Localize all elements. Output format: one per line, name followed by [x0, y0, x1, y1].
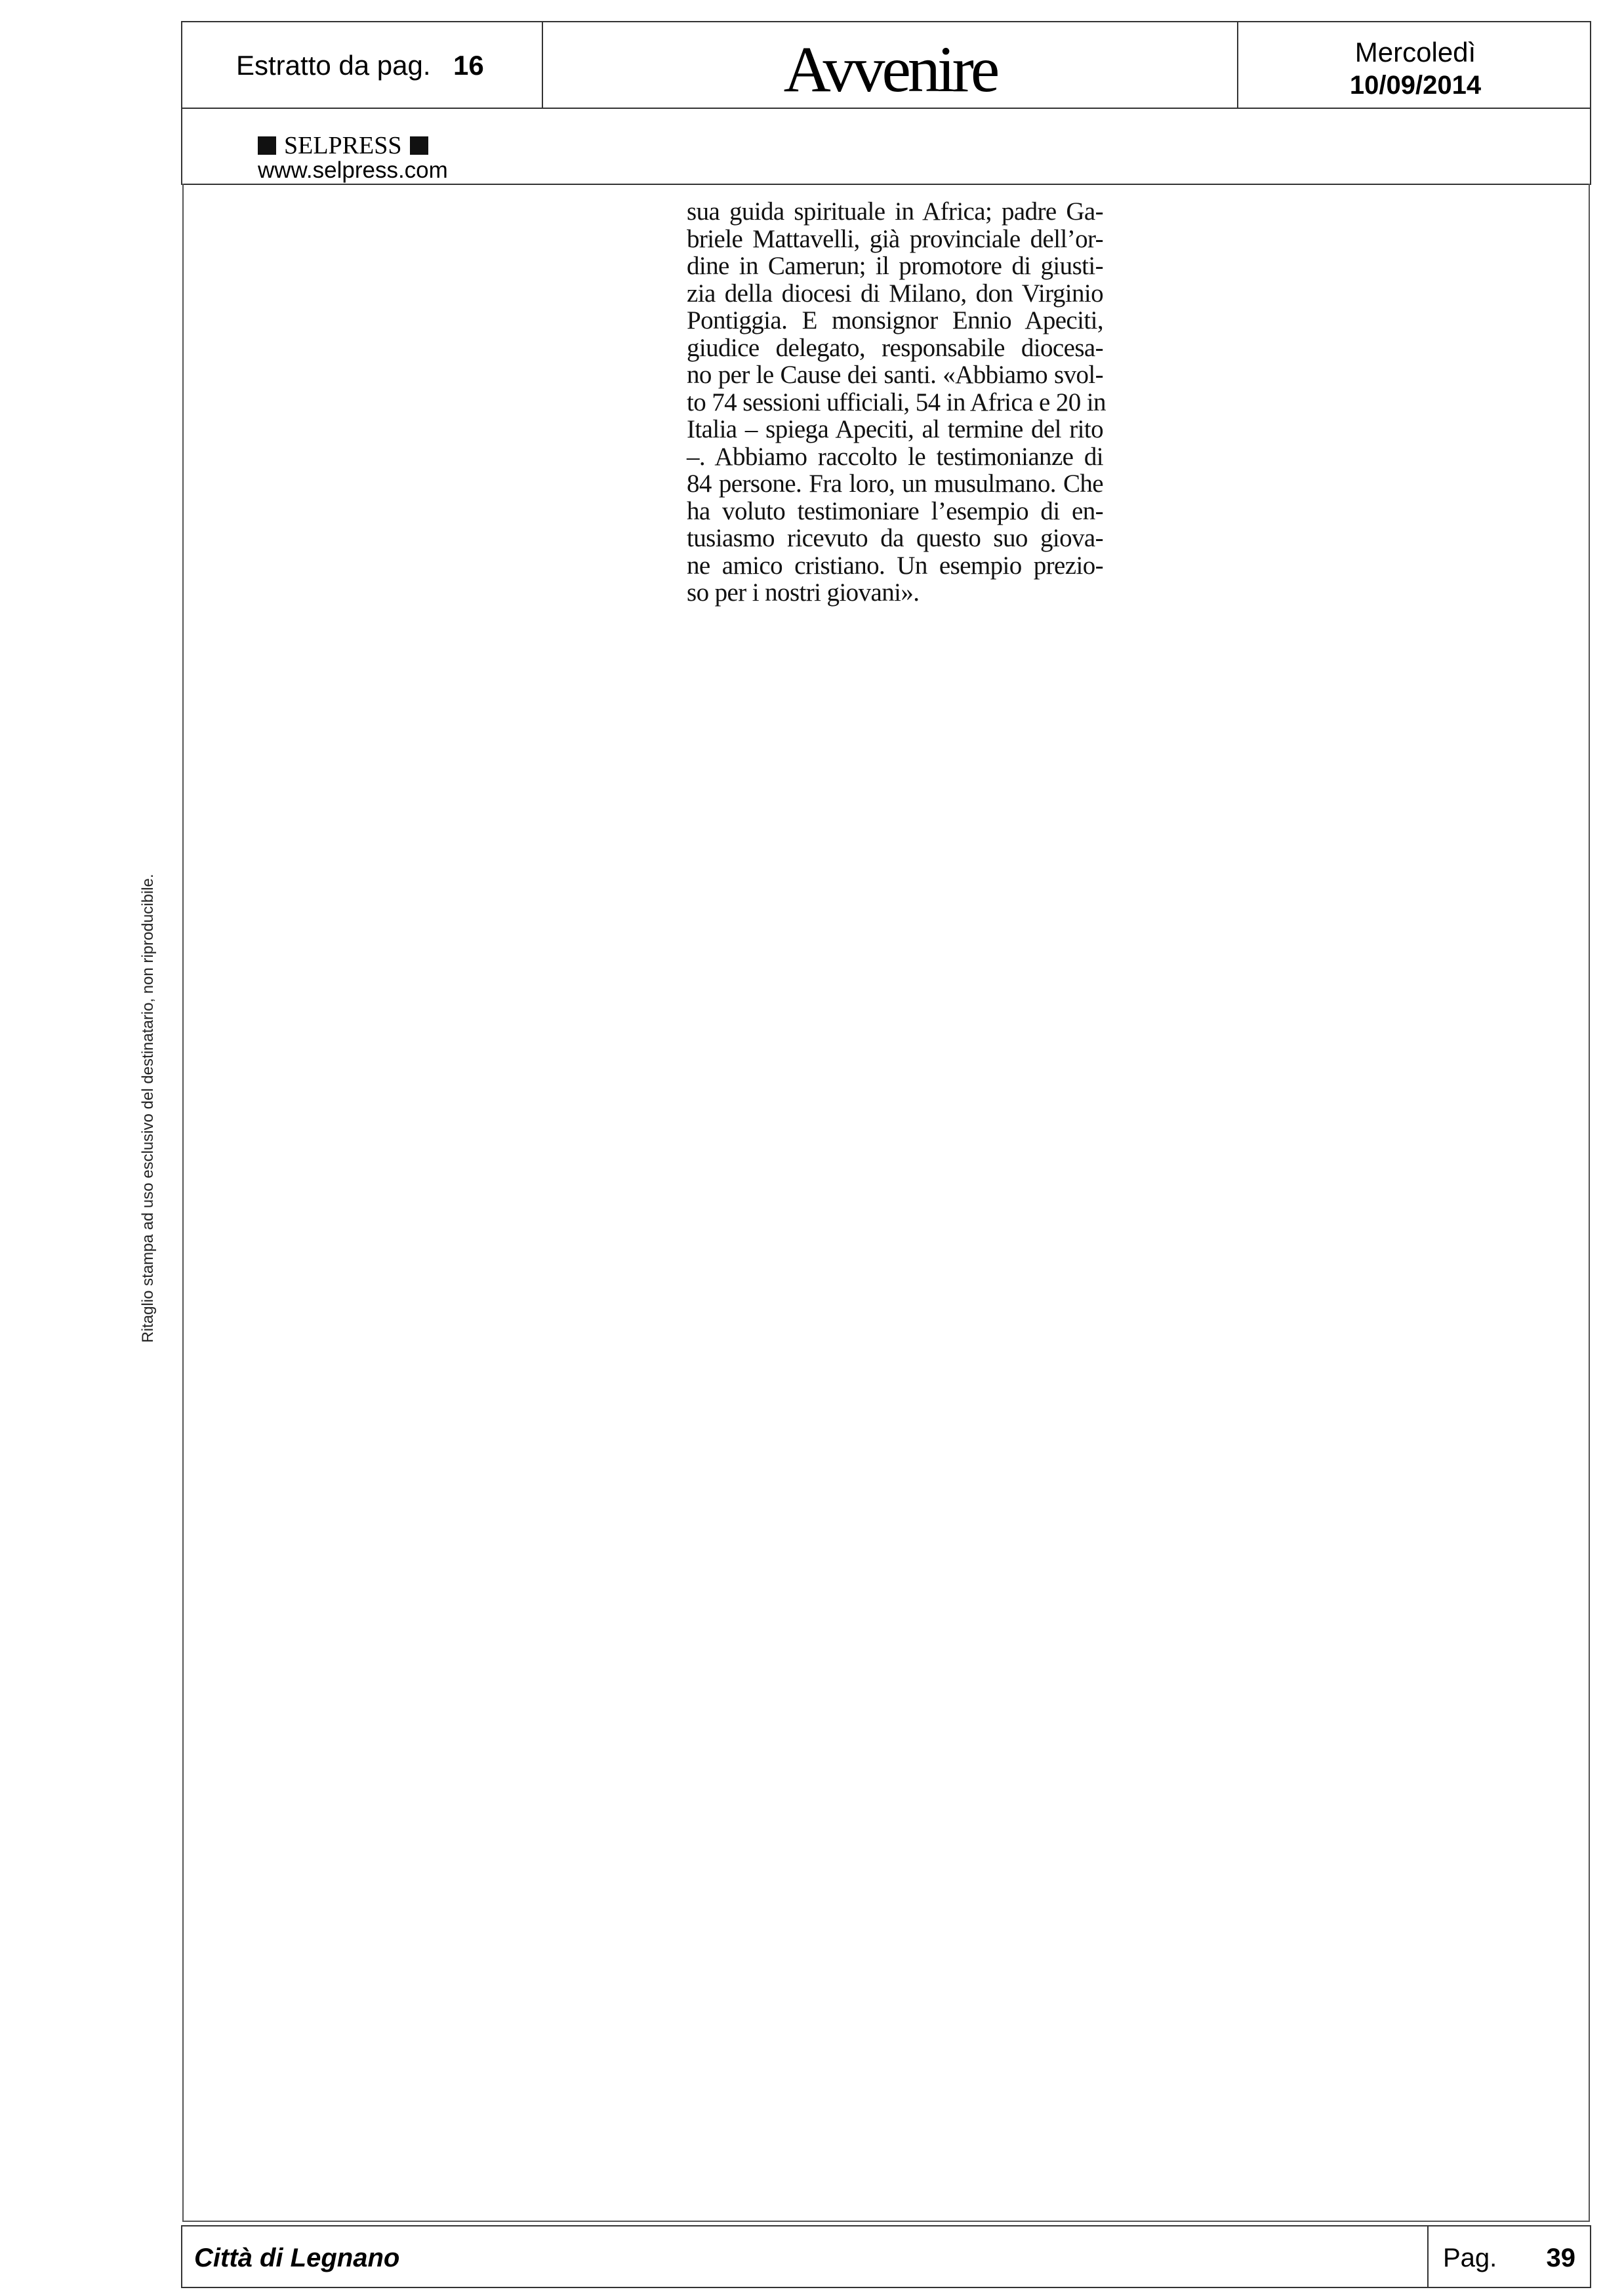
article-line: sua guida spirituale in Africa; padre Ga-: [687, 197, 1103, 226]
publication-weekday: Mercoledì: [1354, 37, 1476, 68]
footer-page-label: Pag.: [1443, 2244, 1497, 2272]
article-line: giudice delegato, responsabile diocesa-: [687, 333, 1103, 362]
square-bullet-icon: [410, 136, 428, 155]
page-header: [181, 21, 1591, 185]
newspaper-masthead-logo: Avvenire: [783, 33, 997, 106]
article-line: –. Abbiamo raccolto le testimonianze di: [687, 442, 1103, 471]
selpress-logo: [258, 132, 448, 182]
article-line: dine in Camerun; il promotore di giusti-: [687, 252, 1103, 280]
extract-label: Estratto da pag.: [236, 50, 431, 81]
article-line: Pontiggia. E monsignor Ennio Apeciti,: [687, 306, 1103, 334]
footer-source: Città di Legnano: [194, 2244, 400, 2272]
header-row: [182, 22, 1590, 109]
publication-date: 10/09/2014: [1349, 71, 1482, 100]
article-line: so per i nostri giovani».: [687, 578, 920, 607]
article-line: briele Mattavelli, già provinciale dell’or-: [687, 224, 1103, 253]
copyright-side-note: Ritaglio stampa ad uso esclusivo del destinatario, non riproducibile.: [139, 874, 157, 1343]
article-line: to 74 sessioni ufficiali, 54 in Africa e 20 in: [687, 388, 1106, 416]
footer-page-number: 39: [1546, 2244, 1575, 2272]
square-bullet-icon: [258, 136, 276, 155]
article-text: [687, 197, 1106, 607]
article-line: zia della diocesi di Milano, don Virginio: [687, 279, 1103, 308]
article-line: tusiasmo ricevuto da questo suo giova-: [687, 524, 1103, 552]
selpress-brand: SELPRESS: [284, 132, 402, 159]
masthead-cell: [543, 22, 1238, 108]
selpress-url: www.selpress.com: [258, 157, 448, 183]
article-line: Italia – spiega Apeciti, al termine del rito: [687, 415, 1103, 443]
article-line: no per le Cause dei santi. «Abbiamo svol-: [687, 361, 1103, 389]
extract-cell: [182, 22, 543, 108]
page-footer: [181, 2225, 1591, 2288]
article-line: ha voluto testimoniare l’esempio di en-: [687, 496, 1103, 525]
date-cell: [1238, 22, 1593, 108]
extract-page-number: 16: [453, 50, 484, 81]
footer-page-cell: [1427, 2226, 1590, 2287]
article-line: ne amico cristiano. Un esempio prezio-: [687, 551, 1103, 580]
article-line: 84 persone. Fra loro, un musulmano. Che: [687, 470, 1103, 498]
